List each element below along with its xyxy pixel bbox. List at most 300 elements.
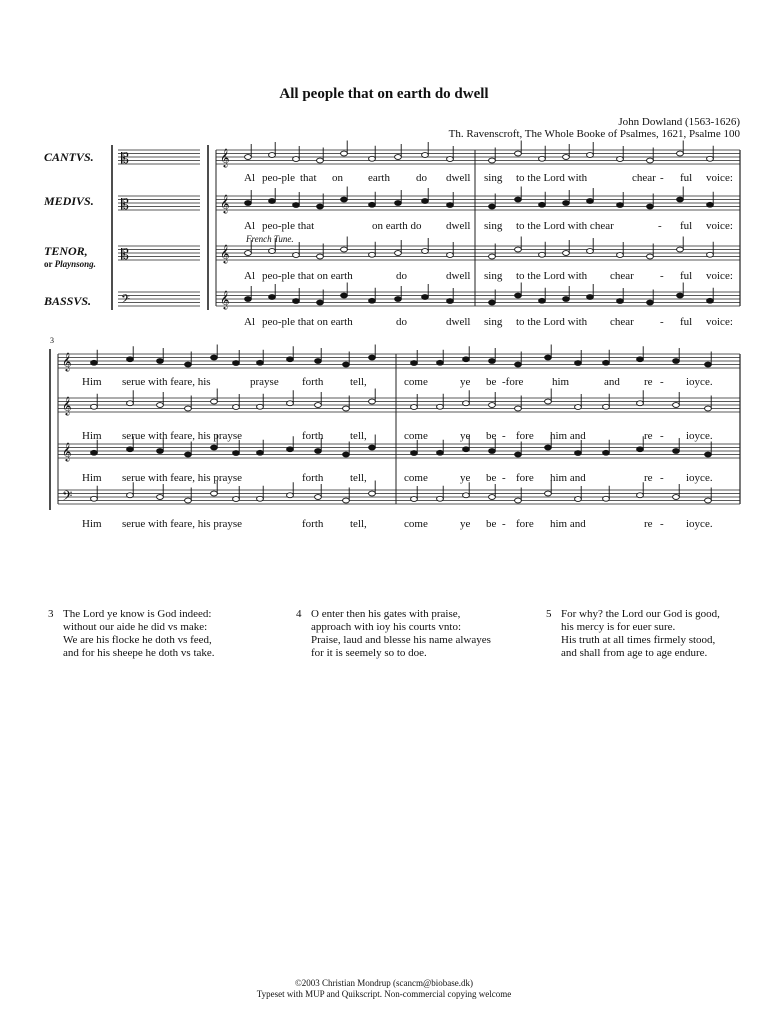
clef-icon: 𝄢 (121, 293, 131, 309)
note-head (422, 295, 429, 300)
note-head (91, 496, 98, 501)
note-head (673, 495, 680, 500)
note-head (587, 295, 594, 300)
lyric-syllable: be (486, 472, 497, 484)
note-head (369, 252, 376, 257)
note-head (317, 254, 324, 259)
note-head (677, 197, 684, 202)
note-head (91, 360, 98, 365)
clef-icon: 𝄞 (220, 290, 230, 309)
lyric-syllable: come (404, 376, 428, 388)
note-head (211, 355, 218, 360)
note-head (489, 359, 496, 364)
note-head (647, 204, 654, 209)
lyric-syllable: tell, (350, 472, 367, 484)
note-head (575, 405, 582, 410)
note-head (211, 491, 218, 496)
clef-icon: 𝄢 (62, 488, 73, 507)
note-head (603, 496, 610, 501)
verse-line: O enter then his gates with praise, (311, 608, 461, 620)
note-head (563, 155, 570, 160)
note-head (341, 151, 348, 156)
lyric-syllable: ful (680, 220, 693, 232)
note-head (369, 445, 376, 450)
verse-number: 3 (48, 608, 54, 620)
verse-line: For why? the Lord our God is good, (561, 608, 720, 620)
note-head (463, 447, 470, 452)
note-head (437, 450, 444, 455)
note-head (489, 495, 496, 500)
clef-icon: 𝄞 (62, 352, 72, 371)
verse-number: 5 (546, 608, 552, 620)
verse-line: and for his sheepe he doth vs take. (63, 647, 215, 659)
note-head (127, 493, 134, 498)
note-head (211, 399, 218, 404)
lyric-syllable: to the Lord with (516, 270, 588, 282)
lyric-syllable: voice: (706, 316, 733, 328)
lyric-syllable: - (660, 270, 664, 282)
lyric-syllable: ful (680, 316, 693, 328)
note-head (705, 362, 712, 367)
note-head (233, 405, 240, 410)
note-head (515, 247, 522, 252)
note-head (647, 300, 654, 305)
voice-label-tenor: TENOR, (44, 244, 88, 258)
note-head (707, 252, 714, 257)
note-head (185, 498, 192, 503)
note-head (563, 297, 570, 302)
lyric-syllable: and (604, 376, 620, 388)
lyric-syllable: re (644, 376, 653, 388)
note-head (673, 403, 680, 408)
verse-line: approach with ioy his courts vnto: (311, 621, 462, 633)
lyric-syllable: dwell (446, 220, 471, 232)
note-head (185, 452, 192, 457)
lyric-syllable: ioyce. (686, 430, 713, 442)
incipit-staff (118, 196, 200, 210)
note-head (293, 253, 300, 258)
note-head (563, 201, 570, 206)
note-head (127, 447, 134, 452)
lyric-syllable: ioyce. (686, 518, 713, 530)
lyric-syllable: Al (244, 316, 255, 328)
note-head (245, 155, 252, 160)
note-head (157, 403, 164, 408)
lyric-syllable: forth (302, 518, 324, 530)
note-head (422, 249, 429, 254)
note-head (447, 203, 454, 208)
note-head (422, 153, 429, 158)
note-head (411, 497, 418, 502)
composer-credit: John Dowland (1563-1626) (618, 116, 740, 128)
typeset-line: Typeset with MUP and Quikscript. Non-commercial copying welcome (256, 989, 512, 999)
clef-icon: 𝄡 (121, 197, 129, 213)
note-head (539, 252, 546, 257)
note-head (603, 450, 610, 455)
note-head (515, 362, 522, 367)
note-head (369, 355, 376, 360)
lyric-syllable: tell, (350, 430, 367, 442)
note-head (545, 355, 552, 360)
lyric-syllable: chear (632, 172, 656, 184)
note-head (515, 293, 522, 298)
incipit-staff (118, 292, 200, 306)
note-head (705, 406, 712, 411)
note-head (437, 360, 444, 365)
lyric-syllable: Him (82, 376, 102, 388)
lyric-syllable: be (486, 430, 497, 442)
note-head (515, 406, 522, 411)
note-head (341, 197, 348, 202)
lyric-syllable: - (660, 430, 664, 442)
lyric-syllable: serue with feare, his prayse (122, 430, 243, 442)
note-head (422, 199, 429, 204)
note-head (603, 360, 610, 365)
lyric-syllable: on earth do (372, 220, 422, 232)
lyric-syllable: Al (244, 220, 255, 232)
note-head (637, 447, 644, 452)
note-head (463, 401, 470, 406)
note-head (257, 360, 264, 365)
note-head (545, 399, 552, 404)
note-head (587, 199, 594, 204)
lyric-syllable: earth (368, 172, 390, 184)
note-head (463, 493, 470, 498)
lyric-syllable: re (644, 472, 653, 484)
note-head (707, 202, 714, 207)
note-head (185, 362, 192, 367)
note-head (647, 254, 654, 259)
note-head (269, 295, 276, 300)
lyric-syllable: tell, (350, 518, 367, 530)
voice-sublabel-prefix: or (44, 259, 53, 269)
lyric-syllable: peo-ple that on earth (262, 270, 353, 282)
note-head (437, 496, 444, 501)
note-head (515, 151, 522, 156)
note-head (539, 202, 546, 207)
lyric-syllable: re (644, 518, 653, 530)
verse-line: his mercy is for euer sure. (561, 621, 676, 633)
lyric-syllable: Al (244, 172, 255, 184)
note-head (395, 297, 402, 302)
clef-icon: 𝄞 (220, 194, 230, 213)
lyric-syllable: that (300, 172, 317, 184)
lyric-syllable: Al (244, 270, 255, 282)
note-head (315, 359, 322, 364)
note-head (677, 151, 684, 156)
note-head (293, 203, 300, 208)
verse-line: and shall from age to age endure. (561, 647, 708, 659)
note-head (269, 199, 276, 204)
note-head (127, 401, 134, 406)
lyric-syllable: - (502, 430, 506, 442)
note-head (515, 498, 522, 503)
copyright-line: ©2003 Christian Mondrup (scancm@biobase.dk) (294, 978, 474, 988)
note-head (317, 300, 324, 305)
note-head (343, 406, 350, 411)
verse-line: for it is seemely so to doe. (311, 647, 427, 659)
note-head (411, 405, 418, 410)
lyric-syllable: dwell (446, 172, 471, 184)
lyric-syllable: him and (550, 430, 586, 442)
clef-icon: 𝄡 (121, 247, 129, 263)
note-head (563, 251, 570, 256)
lyric-syllable: peo-ple that on earth (262, 316, 353, 328)
lyric-syllable: - (502, 472, 506, 484)
note-head (575, 497, 582, 502)
note-head (233, 361, 240, 366)
lyric-syllable: ioyce. (686, 472, 713, 484)
note-head (617, 203, 624, 208)
lyric-syllable: fore (516, 430, 534, 442)
note-head (447, 253, 454, 258)
note-head (185, 406, 192, 411)
clef-icon: 𝄞 (220, 148, 230, 167)
lyric-syllable: - (502, 518, 506, 530)
note-head (411, 451, 418, 456)
note-head (293, 299, 300, 304)
note-head (233, 497, 240, 502)
lyric-syllable: Him (82, 472, 102, 484)
lyric-syllable: chear (610, 270, 634, 282)
note-head (395, 155, 402, 160)
lyric-syllable: ful (680, 270, 693, 282)
note-head (673, 449, 680, 454)
lyric-syllable: - (660, 376, 664, 388)
note-head (705, 452, 712, 457)
lyric-syllable: sing (484, 270, 503, 282)
lyric-syllable: to the Lord with chear (516, 220, 614, 232)
source-credit: Th. Ravenscroft, The Whole Booke of Psalmes, 1621, Psalme 100 (448, 128, 740, 140)
note-head (437, 404, 444, 409)
note-head (369, 156, 376, 161)
lyric-syllable: him (552, 376, 570, 388)
note-head (539, 156, 546, 161)
lyric-syllable: forth (302, 472, 324, 484)
note-head (489, 204, 496, 209)
page-title: All people that on earth do dwell (279, 86, 489, 102)
lyric-syllable: dwell (446, 270, 471, 282)
lyric-syllable: fore (516, 518, 534, 530)
note-head (617, 253, 624, 258)
lyric-syllable: ye (460, 376, 471, 388)
note-head (315, 403, 322, 408)
note-head (411, 361, 418, 366)
note-head (245, 201, 252, 206)
lyric-syllable: re (644, 430, 653, 442)
note-head (245, 251, 252, 256)
note-head (341, 293, 348, 298)
verse-5 (546, 608, 720, 660)
lyric-syllable: forth (302, 376, 324, 388)
note-head (91, 404, 98, 409)
verse-line: The Lord ye know is God indeed: (63, 608, 212, 620)
verse-4 (296, 608, 491, 660)
verse-line: Praise, laud and blesse his name alwayes (311, 634, 491, 646)
lyric-syllable: do (396, 316, 407, 328)
note-head (293, 157, 300, 162)
lyric-syllable: forth (302, 430, 324, 442)
lyric-syllable: ye (460, 430, 471, 442)
note-head (257, 404, 264, 409)
note-head (545, 445, 552, 450)
note-head (317, 204, 324, 209)
note-head (157, 359, 164, 364)
note-head (343, 362, 350, 367)
note-head (489, 300, 496, 305)
note-head (575, 361, 582, 366)
note-head (545, 491, 552, 496)
note-head (369, 491, 376, 496)
tempo-mark: French Tune. (246, 234, 294, 244)
lyric-syllable: voice: (706, 270, 733, 282)
note-head (369, 298, 376, 303)
note-head (707, 156, 714, 161)
lyric-syllable: ye (460, 518, 471, 530)
note-head (269, 249, 276, 254)
note-head (91, 450, 98, 455)
note-head (287, 447, 294, 452)
lyric-syllable: -fore (502, 376, 524, 388)
lyric-syllable: come (404, 472, 428, 484)
lyric-syllable: voice: (706, 172, 733, 184)
note-head (463, 357, 470, 362)
note-head (287, 357, 294, 362)
note-head (269, 153, 276, 158)
lyric-syllable: dwell (446, 316, 471, 328)
note-head (587, 249, 594, 254)
note-head (603, 404, 610, 409)
lyric-syllable: come (404, 430, 428, 442)
lyric-syllable: serue with feare, his prayse (122, 518, 243, 530)
lyric-syllable: peo-ple (262, 172, 295, 184)
note-head (343, 498, 350, 503)
lyric-syllable: be (486, 518, 497, 530)
note-head (287, 401, 294, 406)
note-head (369, 399, 376, 404)
lyric-syllable: come (404, 518, 428, 530)
note-head (677, 293, 684, 298)
measure-number: 3 (50, 336, 54, 345)
note-head (369, 202, 376, 207)
note-head (447, 157, 454, 162)
voice-sublabel-text: Playnsong. (54, 259, 96, 269)
note-head (287, 493, 294, 498)
note-head (127, 357, 134, 362)
lyric-syllable: serue with feare, his (122, 376, 211, 388)
note-head (705, 498, 712, 503)
note-head (587, 153, 594, 158)
note-head (617, 299, 624, 304)
note-head (245, 297, 252, 302)
note-head (515, 452, 522, 457)
note-head (707, 298, 714, 303)
note-head (211, 445, 218, 450)
note-head (489, 403, 496, 408)
lyric-syllable: sing (484, 316, 503, 328)
verse-line: His truth at all times firmely stood, (561, 634, 716, 646)
voice-label-bassus: BASSVS. (44, 294, 92, 308)
note-head (673, 359, 680, 364)
note-head (677, 247, 684, 252)
note-head (257, 450, 264, 455)
verse-line: without our aide he did vs make: (63, 621, 208, 633)
verse-line: We are his flocke he doth vs feed, (63, 634, 212, 646)
note-head (317, 158, 324, 163)
note-head (395, 251, 402, 256)
note-head (489, 158, 496, 163)
lyric-syllable: - (660, 172, 664, 184)
note-head (489, 449, 496, 454)
lyric-syllable: - (660, 472, 664, 484)
lyric-syllable: ye (460, 472, 471, 484)
lyric-syllable: to the Lord with (516, 172, 588, 184)
clef-icon: 𝄡 (121, 151, 129, 167)
page-footer (0, 978, 768, 1000)
clef-icon: 𝄞 (220, 244, 230, 263)
lyric-syllable: sing (484, 220, 503, 232)
lyric-syllable: on (332, 172, 343, 184)
note-head (575, 451, 582, 456)
lyric-syllable: fore (516, 472, 534, 484)
lyric-syllable: Him (82, 518, 102, 530)
lyric-syllable: him and (550, 472, 586, 484)
note-head (539, 298, 546, 303)
lyric-syllable: do (416, 172, 427, 184)
note-head (157, 495, 164, 500)
lyric-syllable: prayse (250, 376, 279, 388)
lyric-syllable: - (658, 220, 662, 232)
note-head (515, 197, 522, 202)
voice-label-cantus: CANTVS. (44, 150, 94, 164)
note-head (447, 299, 454, 304)
lyric-syllable: do (396, 270, 407, 282)
lyric-syllable: Him (82, 430, 102, 442)
note-head (489, 254, 496, 259)
lyric-syllable: ioyce. (686, 376, 713, 388)
note-head (315, 449, 322, 454)
clef-icon: 𝄞 (62, 396, 72, 415)
lyric-syllable: be (486, 376, 497, 388)
lyric-syllable: - (660, 316, 664, 328)
note-head (617, 157, 624, 162)
lyric-syllable: sing (484, 172, 503, 184)
note-head (157, 449, 164, 454)
lyric-syllable: him and (550, 518, 586, 530)
note-head (637, 493, 644, 498)
note-head (343, 452, 350, 457)
note-head (341, 247, 348, 252)
incipit-staff (118, 150, 200, 164)
clef-icon: 𝄞 (62, 442, 72, 461)
note-head (257, 496, 264, 501)
note-head (637, 357, 644, 362)
incipit-staff (118, 246, 200, 260)
note-head (233, 451, 240, 456)
voice-label-medius: MEDIVS. (44, 194, 94, 208)
lyric-syllable: to the Lord with (516, 316, 588, 328)
lyric-syllable: serue with feare, his prayse (122, 472, 243, 484)
note-head (647, 158, 654, 163)
lyric-syllable: tell, (350, 376, 367, 388)
lyric-syllable: ful (680, 172, 693, 184)
verse-3 (48, 608, 215, 660)
note-head (315, 495, 322, 500)
lyric-syllable: chear (610, 316, 634, 328)
lyric-syllable: peo-ple that (262, 220, 315, 232)
lyric-syllable: voice: (706, 220, 733, 232)
note-head (637, 401, 644, 406)
